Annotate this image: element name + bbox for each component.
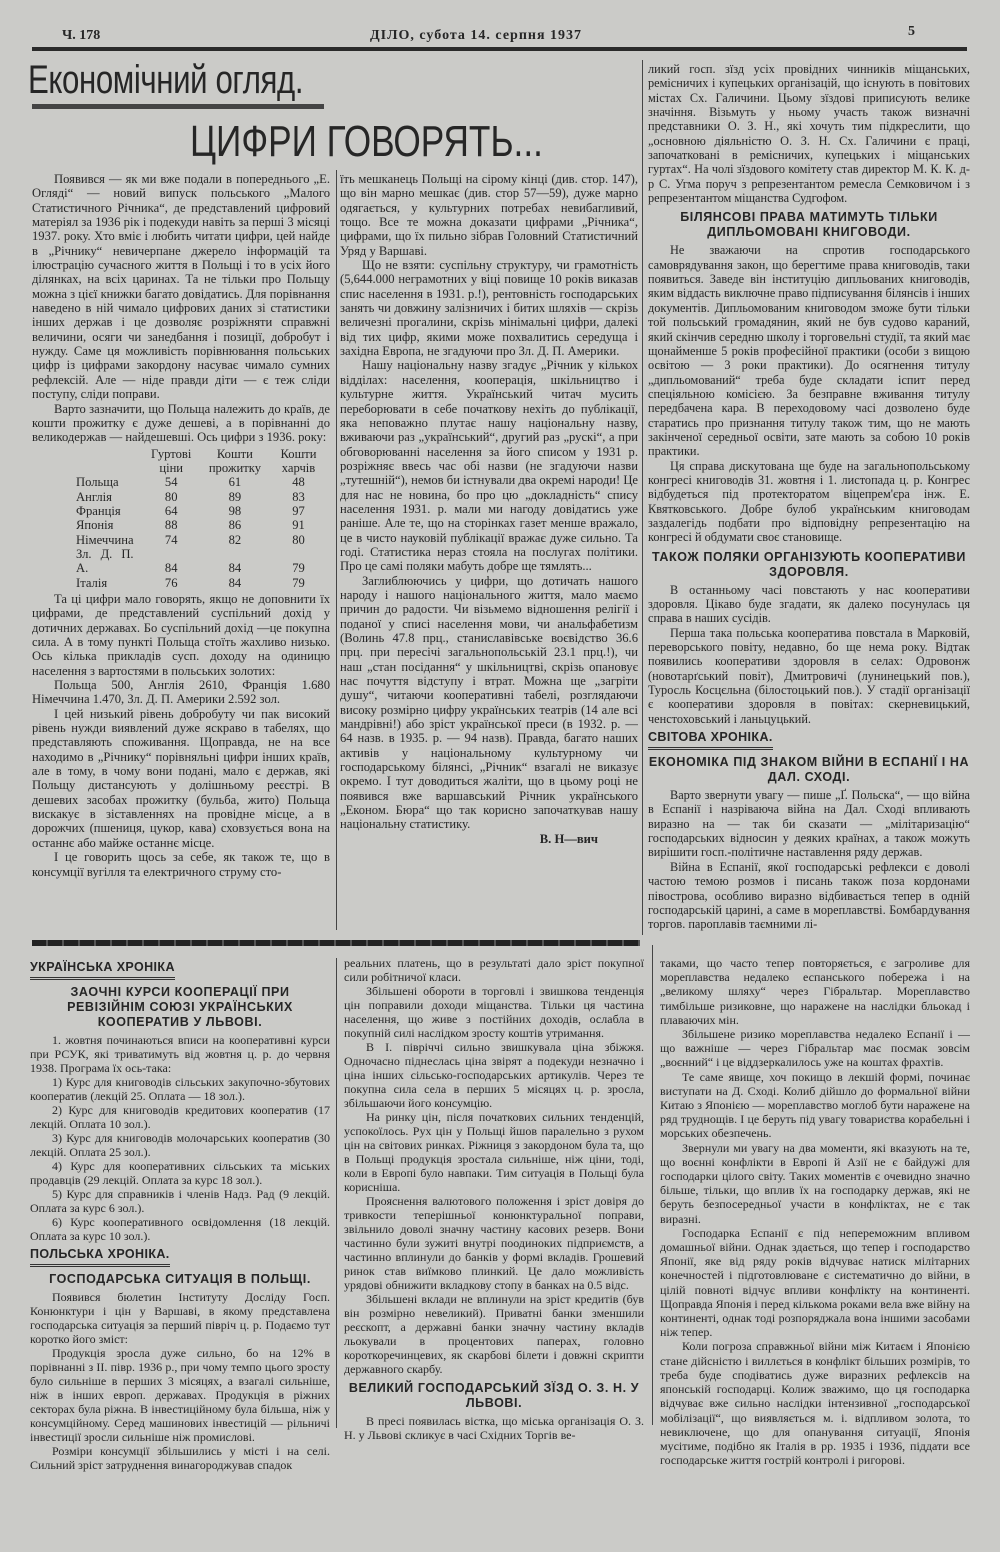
paragraph: Та ці цифри мало говорять, якщо не доповнити їх цифрами, де представлений суспільний дохід у дотичних державах. Бо суспільний дохід —це покупна сила. А в тому пункті Польща стоїть жахливо низько. Ось кілька прикладів сусп. доходу на одиницю населення з вартостями в польських золотих: [32,591,330,678]
country: Італія [76,575,108,590]
paragraph: Польща 500, Англія 2610, Франція 1.680 Німеччина 1.470, Зл. Д. П. Америки 2.592 зол. [32,678,330,707]
paragraph: Заглиблюючись у цифри, що дотичать нашого народу і нашого національного життя, мало маємо причин до радости. Чи візьмемо відношення релігії і поданої у списі населення мови, чи анальфабетизм (Волинь 47.8 прц., станиславівське воєвідство 36.6 прц. при пересічі загальнопольській 23.1 прц.!), чи наш „стан посідання“ у шкільництві, скрізь опановує нас почуття відступу і втрат. Можна ще „загріти душу“, читаючи кооперативні табелі, розглядаючи високу розмірно цифру українських театрів (14 але всі мандрівні!) або зріст української преси (в 1932. р. — 64 назв. в 1935. р. — 94 назв). Правда, багато наших активів у національному культурному чи господарському білянсі, „Річник“ взагалі не виказує окремо. І тут доводиться жаліти, що в цьому році не появився вже варшавський Річник українського „Економ. Бюра“ що так корисно започаткував нашу національну статистику. [340,573,638,832]
paragraph: Варто зазначити, що Польща належить до країв, де кошти прожитку є дуже дешеві, а в порівнанні до великодержав — найдешевші. Ось цифри з 1936. року: [32,401,330,445]
cell: 91 [292,518,305,533]
page-number: 5 [908,24,915,39]
country: Англія [76,489,112,504]
paragraph: Продукція зросла дуже сильно, бо на 12% в порівнанні з II. півр. 1936 р., при чому темпо цього зросту було сильніше в перших 3 місяцях, а взагалі сильніше, ніж в інших европ. державах. Продукція в ріжних секторах була ріжна. В інвестиційному була більша, ніж у консумційному. Серед машинових інвестицій — рільничі інвестиції зросли сильніше ніж промислові. [30,1346,330,1444]
main-article-column-1 [32,172,330,932]
column-header: Кошти прожитку [208,446,262,475]
cell: 89 [228,489,242,504]
table-header-row [70,447,330,476]
paragraph: Не зважаючи на спротив господарського самоврядування закон, що берегтиме права книговодів, таки появиться. Заведе він інституцію дипльованих книговодів, яким віддасть виключне право підписування білянсів і інших документів. Дипльомованим книговодом зможе бути тільки той польський громадянин, який не був судово караний, який скінчив середню школу і торговельні студії, та який має щонайменше 5 років професійної практики (особи з вищою освітою — 3 роки практики). До осягнення титулу „дипльомований“ треба буде складати іспит перед спеціяльною комісією. За безправне вживання титулу передбачена кара. В переходовому часі дозволено буде старатись про признання титулу також тим, що не мають закінченої середньої освіти, зате мають за собою 10 років практики. [648,243,970,459]
cell: 84 [228,561,242,576]
cell: 86 [228,518,242,533]
paragraph: Розміри консумції збільшились у місті і на селі. Сильний зріст затруднення винагороджував спадок [30,1444,330,1472]
table-row [70,547,330,576]
cell: 80 [292,532,305,547]
course-item: 4) Курс для кооперативних сільських та міських продавців (29 лекцій. Оплата за курс 18 зол.). [30,1159,330,1187]
title-underline [32,104,324,109]
issue-number: Ч. 178 [62,28,101,43]
article-heading: ГОСПОДАРСЬКА СИТУАЦІЯ В ПОЛЬЩІ. [49,1272,311,1286]
cell: 84 [164,561,178,576]
cell: 83 [292,489,305,504]
paragraph: Прояснення валютового положення і зріст довіря до тривкости теперішньої конюнктуральної поправи, звільнило доволі значну частину касових резерв. Вони частинно були зужиті внутрі поодиноких підприємств, а частинно вплинули до банків у формі вкладів. Грошевий ринок став виїмково плинкий. Це дало можливість урядові обнижити вкладкову стопу в банках на 0.5 відс. [344,1194,644,1292]
table-row [70,533,330,547]
paragraph: Ця справа дискутована ще буде на загальнопольському конгресі книговодів 31. жовтня і 1. листопада ц. р. Конгрес відбудеться під протекторатом віцепрем'єра інж. Е. Квятковського. Добре булоб українським книговодам заздалегідь подбати про відповідну репрезентацію на конгресі й обдумати своє становище. [648,458,970,545]
article-heading: БІЛЯНСОВІ ПРАВА МАТИМУТЬ ТІЛЬКИ ДИПЛЬОМОВАНІ КНИГОВОДИ. [680,210,938,240]
article-heading: ТАКОЖ ПОЛЯКИ ОРГАНІЗУЮТЬ КООПЕРАТИВИ ЗДОРОВЛЯ. [651,549,967,579]
course-item: 3) Курс для книговодів молочарських кооператив (30 лекцій. Оплата 25 зол.). [30,1131,330,1159]
paragraph: В останньому часі повстають у нас кооперативи здоровля. Цікаво буде згадати, як далеко посунулась ця справа в наших сусідів. [648,582,970,626]
paragraph: Появився бюлетин Інституту Досліду Госп. Конюнктури і цін у Варшаві, в якому представлена господарська ситуація за перший півріч ц. р. Подаємо тут коротко його зміст: [30,1290,330,1346]
section-divider [32,940,640,946]
table-row [70,490,330,504]
column-header: Гуртові ціни [151,446,192,475]
course-item: 1) Курс для книговодів сільських закупочно-збутових кооператив (лекцій 25. Оплата — 18 зол.). [30,1075,330,1103]
column-divider [642,60,643,935]
paragraph: Нашу національну назву згадує „Річник у кількох відділах: населення, кооперація, шкільництво і культурне життя. Український читач мусить переборювати в себе початкову нехіть до публікації, яка неповажно плутає нашу національну назву, вживаючи раз „український“, другий раз „рускі“, а при обговорюванні населення за його списом у 1931 р. розріжняє ввесь час обі назви (не згадуючи назви „тутешній“), немов би істнували два окремі народи! Це для нас не новина, бо про цю „докладність“ спису населення 1931. р. мали ми нагоду довідатись уже раніше. Але те, що на сторінках газет менше вражало, це в чисто науковій публікації вражає дуже сильно. Та годі. Статистика нераз стояла на послугах політики. Про це самі поляки мабуть добре ще тямлять... [340,358,638,574]
article-heading: ЗАОЧНІ КУРСИ КООПЕРАЦІЇ ПРИ РЕВІЗІЙНІМ СОЮЗІ УКРАЇНСЬКИХ КООПЕРАТИВ У ЛЬВОВІ. [67,985,293,1029]
paragraph: І цей низький рівень добробуту чи пак високий рівень нужди виявлений дуже яскраво в табелях, що представляють споживання. Щоправда, не на все находимо в „Річнику“ порівняльні цифри інших країв, але в тому, в чому вони подані, мало є держав, які Польщу дистансують у долішньому реєстрі. В дешевих засобах прожитку (бульба, жито) Польща вискакує в зіставленнях на провідне місце, а в дорожчих (пшениця, цукор, кава) сховзується вона на останнє або майже останнє місце. [32,706,330,850]
course-item: 5) Курс для справників і членів Надз. Рад (9 лекцій. Оплата за курс 6 зол.). [30,1187,330,1215]
bottom-column-2 [344,956,644,1546]
paragraph: Звернули ми увагу на два моменти, які вказують на те, що воєнні конфлікти в Европі й Азії не є байдужі для господарки цілого світу. Таких моментів є очевидно значно більше, тільки, що вплив їх на господарку держав, які не беруть безпосередньої участи в конфліктах, не є так виразні. [660,1140,970,1226]
article-heading: ЕКОНОМІКА ПІД ЗНАКОМ ВІЙНИ В ЕСПАНІЇ І НА ДАЛ. СХОДІ. [648,755,970,785]
bottom-column-3 [660,956,970,1546]
table-row [70,576,330,590]
country: Німеччина [76,532,134,547]
cell: 97 [292,503,305,518]
paragraph: Збільшене ризико мореплавства недалеко Еспанії і — що важніше — через Гібральтар має посмак зовсім „воєнний“ і це віддзеркалилось уже на коштах фрахтів. [660,1027,970,1070]
column-header: Кошти харчів [280,446,317,475]
cell: 98 [228,503,242,518]
paragraph: В I. півріччі сильно звишкувала ціна збіжжя. Одночасно піднеслась ціна звірят а подекуди незначно і ціна інших сільсько-господарських артикулів. Через те покупна сила села в перших 5 місяцях ц. р. зросла, збільшаючи його консумцію. [344,1040,644,1110]
course-item: 6) Курс кооперативного освідомлення (18 лекцій. Оплата за курс 10 зол.). [30,1215,330,1243]
country: Зл. Д. П. А. [76,546,134,576]
cell: 80 [164,489,178,504]
paragraph: Варто звернути увагу — пише „Ґ. Польска“, — що війна в Еспанії і назріваюча війна на Дал. Сході впливають виразно на — так би сказати — „мілітаризацію“ господарських відносин у деяких країнах, а також можуть вирішити госп.-політичне наставлення ряду держав. [648,788,970,860]
cell: 76 [164,575,178,590]
paragraph: Появився — як ми вже подали в попереднього „Е. Огляді“ — новий випуск польського „Малого Статистичного Річника“, де представлений цифровий матеріял за 1936 рік і подекуди навіть за перші 3 місяці 1937. року. Хто вміє і любить читати цифри, цей найде в „Річнику“ невичерпане джерело інформацій та ілюстрацію сучасного життя в Польщі і то в усіх його ділянках, на всіх царинах. Та не тільки про Польщу можна з цієї книжки багато довідатись. Для порівнання наведено в ній чимало цифрових даних зі статистики інших держав і це дозволяє розріжняти справжні величини, осяги чи занедбання і позиції, добробут і нужду. Саме ця можливість порівнювання польських цифр із цифрами закордону насуває чимало сумних рефлексій. Але — ніде правди діти — є теж сліди поступу, сліди поправи. [32,172,330,402]
author-signature: В. Н—вич [539,831,598,846]
paragraph: таками, що часто тепер повторяється, є загроливе для мореплавства недалеко еспанського побережа і на „великому шляху“ через Гібральтар. Мореплавство тимбільше ризиковне, що наражене на наслідки бльокад і плаваючих мін. [660,956,970,1027]
main-article-column-2 [340,172,638,932]
cell: 79 [292,575,305,590]
section-heading: СВІТОВА ХРОНІКА. [648,730,773,750]
section-title: Економічний огляд. [28,58,304,102]
cell: 88 [164,518,178,533]
section-heading: ПОЛЬСЬКА ХРОНІКА. [30,1247,170,1267]
cell: 79 [292,561,305,576]
paragraph: їть мешканець Польщі на сірому кінці (див. стор. 147), що він марно мешкає (див. стор 57—59), дуже марно одягається, у культурних потребах невибагливий, тощо. Все те можна доказати цифрами „Річника“, цифрами, що їх пильно зібрав Головний Статистичний Уряд у Варшаві. [340,172,638,258]
paragraph: реальних платень, що в результаті дало зріст покупної сили робітничої класи. [344,956,644,984]
paragraph: Збільшені вклади не вплинули на зріст кредитів (був він розмірно невеликий). Приватні банки зменшили реєскопт, а державні банки значну частину вкладів льокували в процентових паперах, головно короткоречинцевих, як скарбові білети і довжні скрипти державного скарбу. [344,1292,644,1376]
country: Японія [76,518,114,533]
paragraph: Господарка Еспанії є під непереможним впливом домашньої війни. Однак здається, що тепер і господарство Японії, яке від ряду років відчуває натиск мілітарних конечностей і підготовлюване є систематично до війни, в цілій повноті відчує впливи конфлікту на континенті. Щоправда Японія і перед кількома роками вела вже війну на континенті, однак тоді розпоряджала вона іншими засобами ніж тепер. [660,1225,970,1340]
paragraph: Збільшені обороти в торговлі і звишкова тенденція цін поправили доходи міщанства. Тільки ця частина населення, що живе з постійних доходів, ослабла в покупній силі наслідком зросту коштів утримання. [344,984,644,1040]
paragraph: І це говорить щось за себе, як також те, що в консумції вугілля та електричного струму сто- [32,850,330,879]
masthead [370,28,582,44]
header-rule [32,47,967,51]
paragraph: Війна в Еспанії, якої господарські рефлекси є доволі частою темою розмов і писань також поза кордонами півострова, особливо виразно відбивається тепер в одній господарській царині, а саме в мореплавстві. Бомбардування торгов. пароплавів таємними лі- [648,859,970,932]
course-item: 2) Курс для книговодів кредитових кооператив (17 лекцій. Оплата 10 зол.). [30,1103,330,1131]
paragraph: На ринку цін, після початкових сильних тенденцій, успокоїлось. Рух цін у Польщі йшов паралельно з рухом цін на світових ринках. Ріжниця з закордоном була та, що в Польщі продукція зростала сильніше, ніж ціни, тоді, коли в Европі було навпаки. Тим ситуація в Польщі була корисніша. [344,1110,644,1194]
table-row [70,475,330,489]
paper-name: ДІЛО, [370,28,415,43]
cell: 64 [164,503,178,518]
paragraph: 1. жовтня починаються вписи на кооперативні курси при РСУК, які триватимуть від жовтня ц. р. до червня 1938. Програма їх ось-така: [30,1033,330,1075]
bottom-column-1 [30,956,330,1546]
paragraph: Що не взяти: суспільну структуру, чи грамотність (5,644.000 неграмотних у віці повище 10 років виказав спис населення в 1931. р.!), рентовність господарських занять чи довжину залізничих і битих шляхів — скрізь величезні прогалини, скрізь мінімальні цифри, далекі від тих цифр, якими може похвалитись середуща і західна Европа, не згадуючи про Зл. Д. П. Америки. [340,258,638,359]
cell: 82 [228,532,242,547]
cell: 54 [164,475,178,490]
column-divider [652,945,653,1425]
table-row [70,504,330,518]
cell: 61 [228,475,242,490]
table-row [70,518,330,532]
issue-date: субота 14. серпня 1937 [419,28,583,43]
column-divider [336,958,337,1428]
cost-of-living-table [70,447,330,590]
article-heading: ВЕЛИКИЙ ГОСПОДАРСЬКИЙ ЗЇЗД О. З. Н. У ЛЬВОВІ. [348,1381,640,1410]
paragraph: Те саме явище, хоч покищо в лекшій формі, починає виступати на Д. Сході. Колиб дійшло до формальної війни Китаю з Японією — мореплавство моглоб бути наражене на ряд труднощів. І це беруть під увагу товариства корабельні і морських обезпечень. [660,1069,970,1141]
section-heading: УКРАЇНСЬКА ХРОНІКА [30,960,175,980]
paragraph: В пресі появилась вістка, що міська організація О. З. Н. у Львові скликує в часі Східних Торгів ве- [344,1414,644,1442]
cell: 84 [228,575,242,590]
paragraph: ликий госп. зїзд усіх провідних чинників міщанських, ремісничих і купецьких організацій, що існують в повітових містах Сх. Галичини. Цьому зїздові приписують велике значіння. Візьмуть у ньому участь також визначні представники О. З. Н., які хочуть тим підкреслити, що „основною діяльністю О. З. Н. Сх. Галичини є праці, започатковані в ремісничих, купецьких і міщанських гуртах“. На чолі зїздового комітету став директор М. К. К. д-р С. Угма поруч з репрезентантом ремесла Семковичом і з репрезентантом міщанства Судгофом. [648,62,970,206]
right-column [648,62,970,937]
column-divider [336,170,337,930]
paragraph: Перша така польська кооператива повстала в Марковій, переворського повіту, недавно, бо ще нема року. Відтак появились кооперативи здоровля в селах: Одровонж (новотарґський повіт), Дмитровичі (лунинецький пов.), Туросль Косцєльна (білостоцький пов.). У стадії організації є кооперативи здоровля в повітах: скерневицький, ченстоховський і ланьцуцький. [648,625,970,726]
paragraph: Коли погроза справжньої війни між Китаєм і Японією стане дійсністю і виллється в конфлікт більших розмірів, то треба буде сподіватись дуже виразних рефлексів на японській господарці. Колиж зважимо, що ця господарка відчуває вже сильно наслідки інтензивної „господарської мобілізації“, що виявляється м. і. відпливом золота, то невиключене, що для опанування ситуації, Японія мусітиме, подібно як Італія в рр. 1935 і 1936, піддати все господарське життя гострій контролі і ригорові. [660,1339,970,1468]
cell: 74 [164,532,178,547]
cell: 48 [292,475,305,490]
article-headline: ЦИФРИ ГОВОРЯТЬ... [190,117,543,166]
country: Франція [76,503,121,518]
country: Польща [76,475,119,490]
